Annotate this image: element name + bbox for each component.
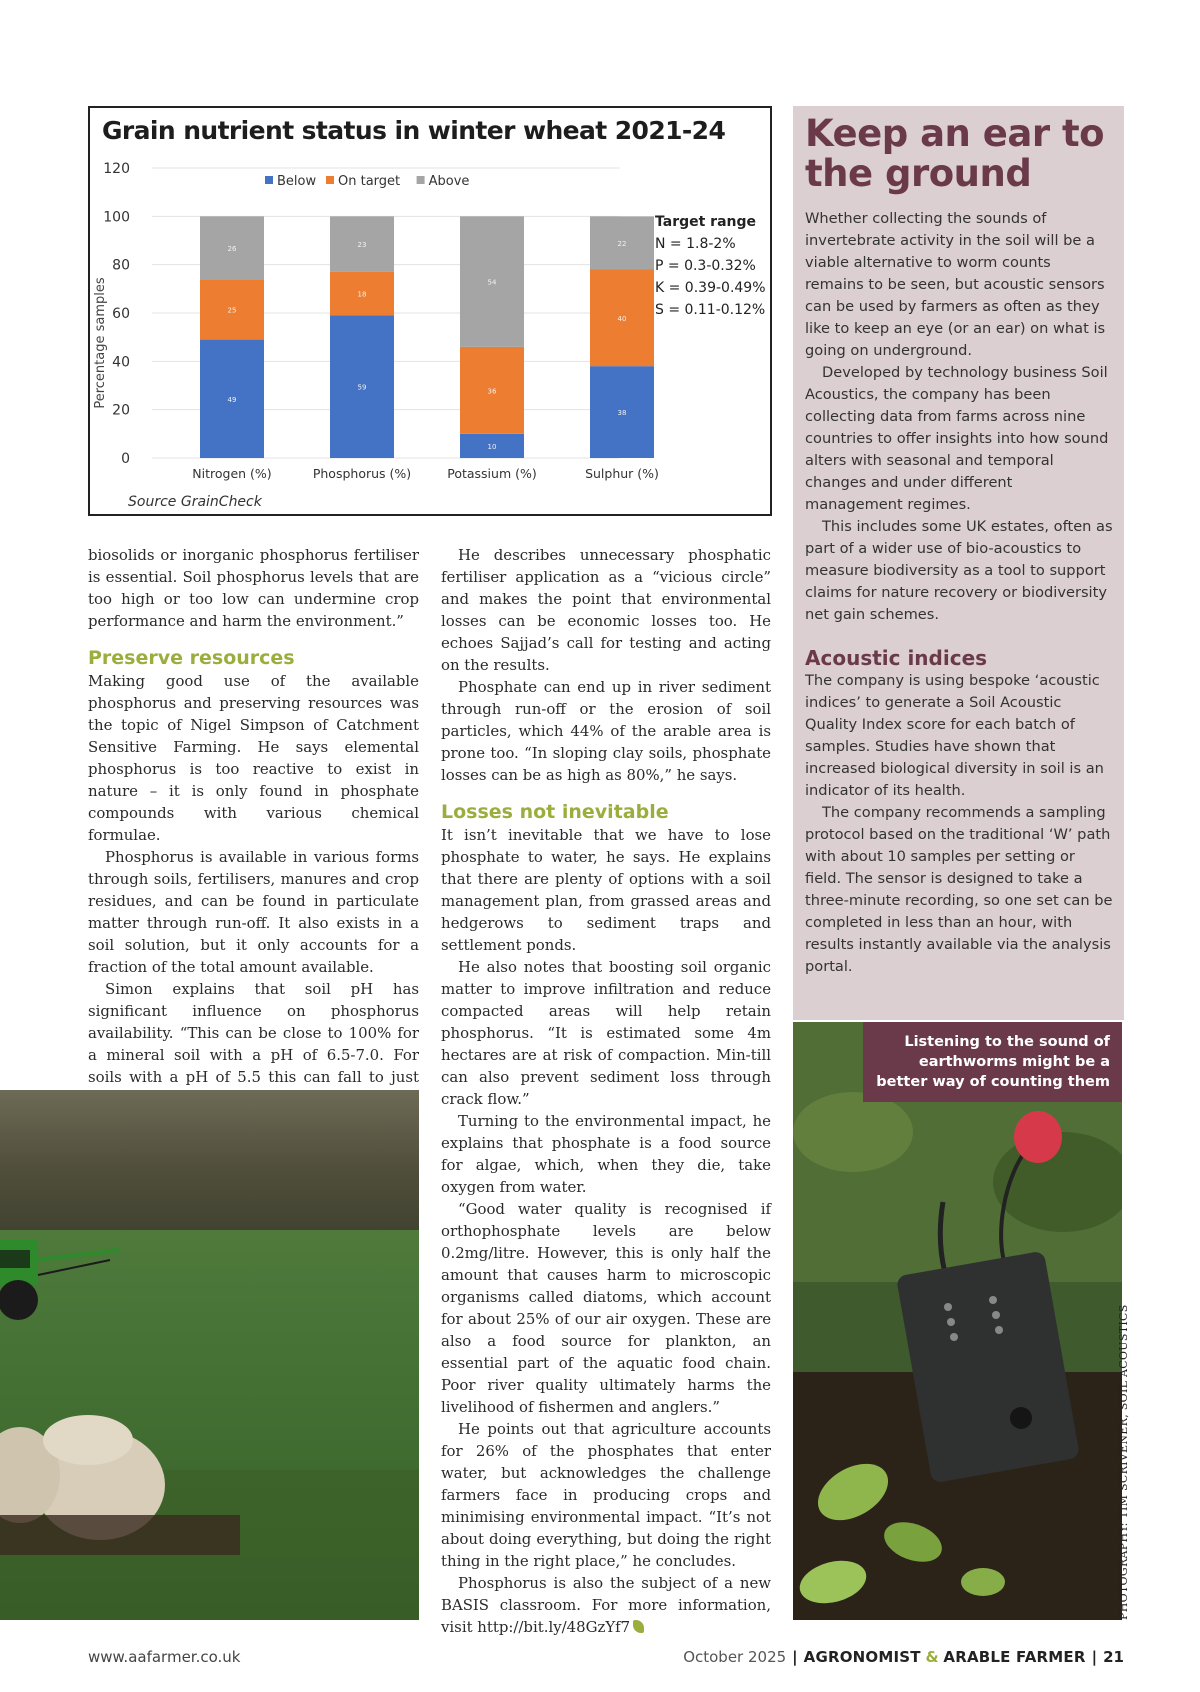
sidebar-box (793, 106, 1124, 1020)
article-middle-column (441, 544, 771, 1638)
y-tick-label: 0 (121, 451, 130, 467)
y-tick-label: 120 (103, 161, 130, 177)
paragraph: Simon explains that soil pH has significant influence on phosphorus availability. “This can be close to 100% for a mineral soil with a pH of 6.5-7.0. For soils with a pH of 5.5 this can fall to just (88, 980, 419, 1086)
paragraph: “Good water quality is recognised if orthophosphate levels are below 0.2mg/litre. However, this is only half the amount that causes harm to microscopic organisms called diatoms, which account for about 25% of our air oxygen. These are also a food source for plankton, an essential part of the aquatic food chain. Poor river quality ultimately harms the livelihood of fishermen and anglers.” (441, 1200, 771, 1416)
y-tick-label: 40 (112, 354, 130, 371)
paragraph: Phosphorus is available in various forms through soils, fertilisers, manures and crop residues, and can be found in particulate matter through run-off. It also exists in a soil solution, but it only accounts for a fraction of the total amount available. (88, 848, 419, 976)
soil-sensor-photo (793, 1022, 1122, 1620)
x-tick-label: Potassium (%) (447, 466, 537, 481)
data-label: 22 (617, 239, 627, 248)
sidebar-paragraph: This includes some UK estates, often as part of a wider use of bio-acoustics to measure biodiversity as a tool to support claims for nature recovery or biodiversity net gain schemes. (805, 518, 1113, 623)
sensor-photo-illustration (793, 1022, 1122, 1620)
paragraph: It isn’t inevitable that we have to lose phosphate to water, he says. He explains that there are plenty of options with a soil management plan, from grassed areas and hedgerows to sediment traps and settlement ponds. (441, 826, 771, 954)
x-tick-label: Phosphorus (%) (312, 466, 412, 481)
data-label: 49 (227, 395, 237, 404)
chart-title: Grain nutrient status in winter wheat 2021-24 (102, 116, 726, 145)
data-label: 36 (487, 387, 497, 396)
target-range-line: P = 0.3-0.32% (655, 258, 756, 274)
end-mark-leaf-icon (633, 1620, 644, 1633)
target-range-line: K = 0.39-0.49% (655, 280, 766, 296)
data-label: 23 (357, 241, 367, 250)
paragraph: Phosphorus is also the subject of a new BASIS classroom. For more information, visit http://bit.ly/48GzYf7 (441, 1574, 771, 1636)
subheading-losses-not-inevitable: Losses not inevitable (441, 801, 669, 823)
photo-caption: Listening to the sound of earthworms might be a better way of counting them (863, 1022, 1122, 1102)
legend-swatch (326, 176, 334, 184)
paragraph: He also notes that boosting soil organic matter to improve infiltration and reduce compacted areas will help retain phosphorus. “It is estimated some 4m hectares are at risk of compaction. Min-till can also prevent sediment loss through crack flow.” (441, 958, 771, 1108)
chart-source: Source GrainCheck (128, 494, 262, 510)
footer-page-number: 21 (1103, 1648, 1124, 1666)
legend-label: On target (338, 174, 401, 189)
x-tick-label: Sulphur (%) (585, 466, 659, 481)
y-tick-label: 20 (112, 402, 130, 419)
footer-folio (683, 1648, 1124, 1666)
paragraph: He points out that agriculture accounts for 26% of the phosphates that enter water, but acknowledges the challenge farmers face in producing crops and minimising environmental impact. “It’s not about doing everything, but doing the right thing in the right place,” he concludes. (441, 1420, 771, 1570)
footer-magazine-name-part2: ARABLE FARMER (943, 1648, 1086, 1666)
paragraph: biosolids or inorganic phosphorus fertiliser is essential. Soil phosphorus levels that are too high or too low can undermine crop performance and harm the environment.” (88, 546, 419, 630)
sidebar-paragraph: The company recommends a sampling protocol based on the traditional ‘W’ path with about 10 samples per setting or field. The sensor is designed to take a three-minute recording, so one set can be completed in less than an hour, with results instantly available via the analysis portal. (805, 804, 1113, 975)
footer-magazine-ampersand: & (925, 1648, 939, 1666)
sidebar-title: Keep an ear to the ground (805, 112, 1105, 195)
data-label: 59 (357, 383, 367, 392)
y-tick-label: 80 (112, 257, 130, 274)
footer-separator: | (1091, 1648, 1098, 1666)
paragraph-end (441, 1572, 771, 1638)
farm-field-photo (0, 1090, 419, 1620)
photo-credit: PHOTOGRAPHY: TIM SCRIVENER, SOIL ACOUSTICS (1117, 1304, 1130, 1620)
data-label: 25 (227, 306, 237, 315)
sidebar-paragraph: The company is using bespoke ‘acoustic indices’ to generate a Soil Acoustic Quality Index score for each batch of samples. Studies have shown that increased biological diversity in soil is an indicator of its health. (805, 672, 1104, 799)
paragraph: Phosphate can end up in river sediment through run-off or the erosion of soil particles, which 44% of the arable area is prone too. “In sloping clay soils, phosphate losses can be as high as 80%,” he says. (441, 678, 771, 784)
data-label: 18 (357, 290, 367, 299)
paragraph: Making good use of the available phosphorus and preserving resources was the topic of Nigel Simpson of Catchment Sensitive Farming. He says elemental phosphorus is too reactive to exist in nature – it is only found in phosphate compounds with various chemical formulae. (88, 672, 419, 844)
target-range-heading: Target range (655, 214, 757, 230)
x-tick-label: Nitrogen (%) (192, 466, 272, 481)
sidebar-paragraph: Whether collecting the sounds of invertebrate activity in the soil will be a viable alternative to worm counts remains to be seen, but acoustic sensors can be used by farmers as often as they like to keep an eye (or an ear) on what is going on underground. (805, 210, 1106, 359)
y-axis-label: Percentage samples (93, 277, 108, 409)
footer-website-url[interactable]: www.aafarmer.co.uk (88, 1648, 241, 1666)
farm-photo-illustration (0, 1090, 419, 1620)
subheading-preserve-resources: Preserve resources (88, 647, 295, 669)
footer-separator: | (792, 1648, 798, 1666)
y-tick-label: 60 (112, 306, 130, 322)
stacked-bar-chart (90, 108, 770, 514)
article-left-column (88, 544, 419, 1110)
target-range-line: N = 1.8-2% (655, 236, 736, 252)
footer-date: October 2025 (683, 1648, 787, 1666)
data-label: 38 (617, 409, 627, 418)
target-range-line: S = 0.11-0.12% (655, 302, 766, 318)
legend-swatch (265, 176, 273, 184)
chart-panel (88, 106, 772, 516)
paragraph: He describes unnecessary phosphatic fertiliser application as a “vicious circle” and makes the point that environmental losses can be economic losses too. He echoes Sajjad’s call for testing and acting on the results. (441, 546, 771, 674)
paragraph: Turning to the environmental impact, he explains that phosphate is a food source for algae, which, when they die, take oxygen from water. (441, 1112, 771, 1196)
data-label: 26 (227, 244, 237, 253)
sidebar-paragraph: Developed by technology business Soil Acoustics, the company has been collecting data from farms across nine countries to offer insights into how sound alters with seasonal and temporal changes and under different management regimes. (805, 364, 1109, 513)
data-label: 54 (487, 278, 497, 287)
data-label: 10 (487, 442, 497, 451)
footer-magazine-name-part1: AGRONOMIST (803, 1648, 921, 1666)
legend-label: Above (428, 174, 470, 189)
legend-swatch (417, 176, 425, 184)
data-label: 40 (617, 314, 627, 323)
y-tick-label: 100 (103, 209, 130, 226)
sidebar-subheading-acoustic-indices: Acoustic indices (805, 646, 988, 670)
legend-label: Below (277, 174, 317, 189)
